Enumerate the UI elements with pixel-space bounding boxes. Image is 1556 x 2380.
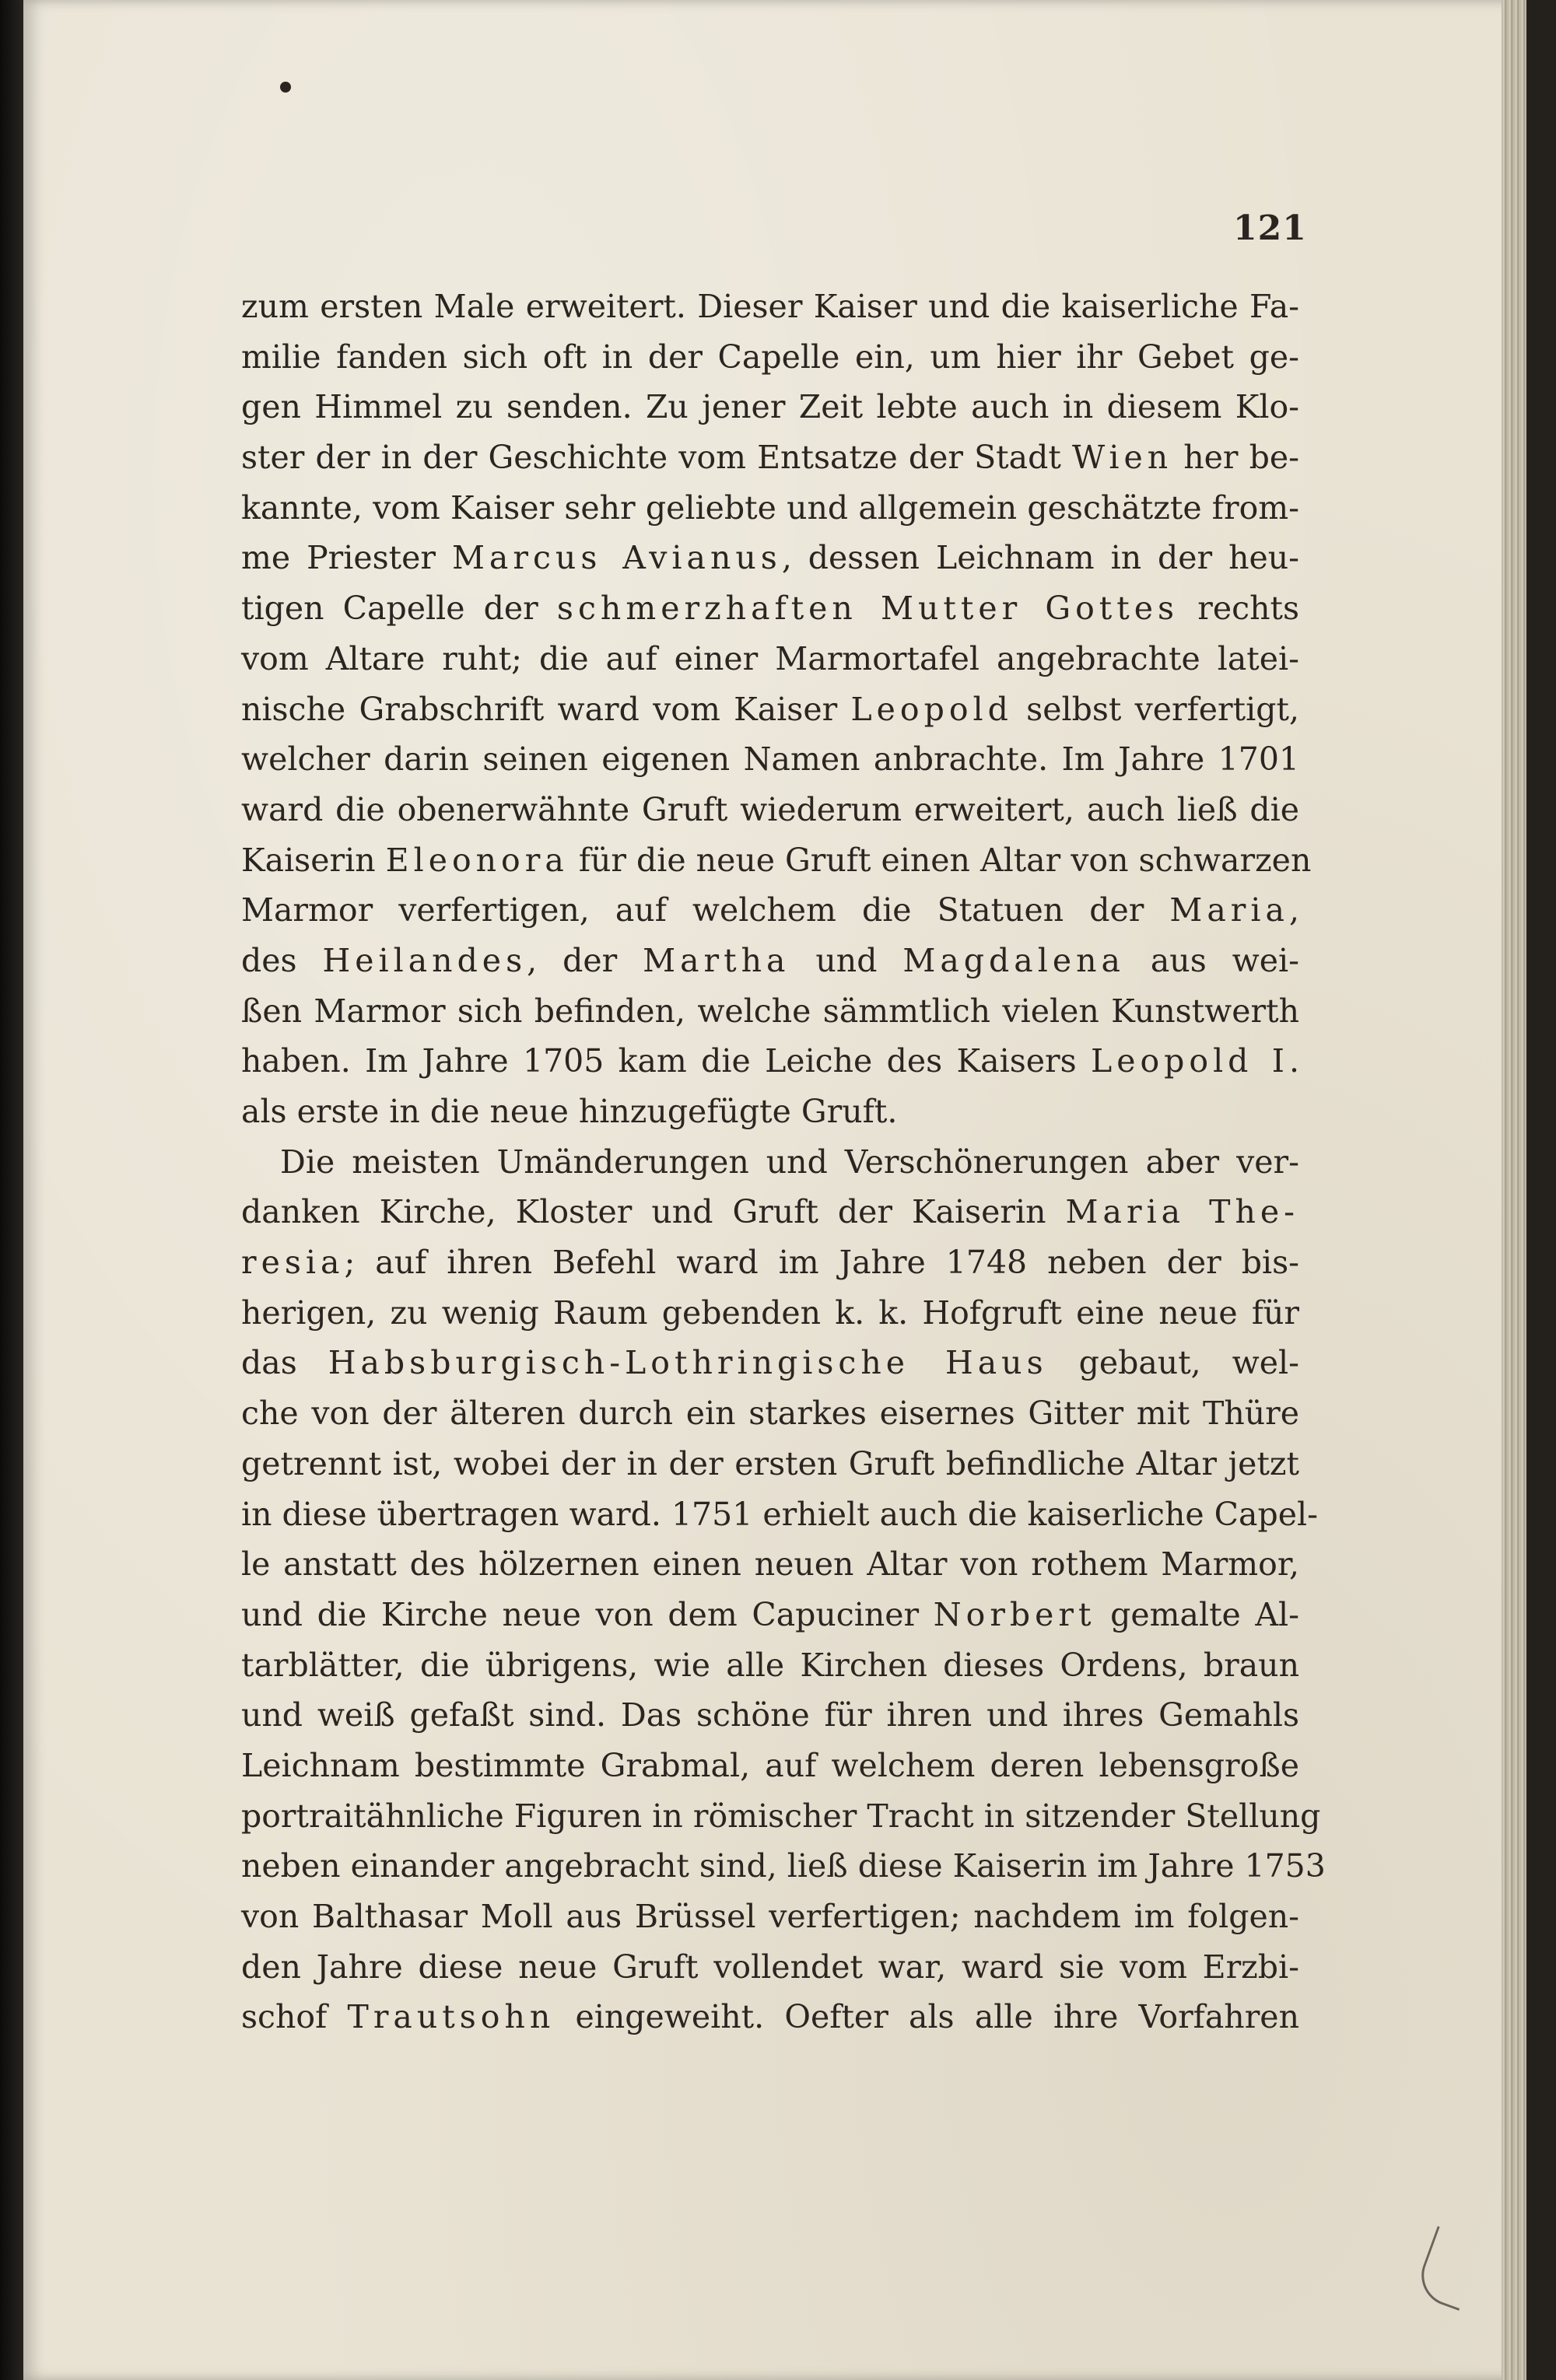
text-segment: des [241, 941, 323, 979]
text-line [241, 1539, 1299, 1590]
text-line [241, 1741, 1299, 1791]
text-segment: gebaut, wel- [1047, 1344, 1299, 1382]
page-number: 121 [1233, 208, 1307, 248]
text-line [241, 835, 1312, 886]
pencil-mark [1413, 2226, 1484, 2311]
emphasized-name: Leopold [850, 690, 1013, 728]
text-segment: nische Grabschrift ward vom Kaiser [241, 690, 851, 728]
text-line [241, 1187, 1299, 1237]
text-segment: herigen, zu wenig Raum gebenden k. k. Hofgruft eine neue für [241, 1293, 1299, 1332]
emphasized-name: Wien [1071, 439, 1173, 477]
text-segment: und die Kirche neue von dem Capuciner [241, 1595, 934, 1633]
text-line [241, 1338, 1299, 1388]
text-segment: haben. Im Jahre 1705 kam die Leiche des Kaisers [241, 1042, 1091, 1080]
text-line [241, 1640, 1299, 1691]
text-line [241, 1237, 1299, 1288]
emphasized-name: Magdalena [902, 941, 1125, 979]
emphasized-name: Maria [1169, 891, 1289, 929]
text-line [241, 1137, 1299, 1188]
text-segment: , der [527, 941, 643, 979]
text-line [241, 1388, 1299, 1439]
text-line [241, 332, 1299, 383]
text-line [241, 1892, 1299, 1942]
text-segment: tigen Capelle der [241, 590, 557, 628]
text-line [241, 1841, 1326, 1892]
text-segment: von Balthasar Moll aus Brüssel verfertigen; nachdem im folgen- [241, 1898, 1299, 1935]
emphasized-name: Heilandes [322, 941, 527, 979]
text-segment: rechts [1179, 590, 1299, 628]
text-line [241, 936, 1299, 986]
emphasized-name: Leopold I [1090, 1042, 1289, 1080]
text-segment: danken Kirche, Kloster und Gruft der Kaiserin [241, 1193, 1066, 1231]
text-segment: her be- [1172, 439, 1299, 477]
text-segment: . [1288, 1042, 1299, 1080]
book-page [23, 0, 1529, 2380]
body-text [241, 282, 1326, 2042]
text-segment: als erste in die neue hinzugefügte Gruft. [241, 1093, 898, 1130]
text-segment: eingeweiht. Oefter als alle ihre Vorfahren [555, 1998, 1299, 2036]
text-segment: ßen Marmor sich befinden, welche sämmtlich vielen Kunstwerth [241, 992, 1299, 1030]
text-segment: , [1288, 891, 1299, 929]
text-segment: portraitähnliche Figuren in römischer Tracht in sitzender Stellung [241, 1797, 1321, 1835]
text-line [241, 634, 1299, 684]
text-segment: getrennt ist, wobei der in der ersten Gruft befindliche Altar jetzt [241, 1444, 1299, 1482]
text-segment: me Priester [241, 539, 452, 577]
text-segment: selbst verfertigt, [1012, 690, 1299, 728]
text-line [241, 1942, 1299, 1993]
text-segment: , dessen Leichnam in der heu- [781, 539, 1300, 577]
text-segment: den Jahre diese neue Gruft vollendet war, ward sie vom Erzbi- [241, 1948, 1299, 1986]
text-segment: Kaiserin [241, 841, 386, 879]
text-line [241, 1036, 1299, 1087]
text-segment: das [241, 1344, 328, 1382]
text-segment: ward die obenerwähnte Gruft wiederum erweitert, auch ließ die [241, 790, 1299, 828]
text-line [241, 282, 1299, 332]
text-segment: in diese übertragen ward. 1751 erhielt auch die kaiserliche Capel- [241, 1495, 1318, 1533]
text-segment: Marmor verfertigen, auf welchem die Statuen der [241, 891, 1170, 929]
text-segment: vom Altare ruht; die auf einer Marmortafel angebrachte latei- [241, 639, 1299, 677]
text-segment: gemalte Al- [1095, 1595, 1300, 1633]
text-line [241, 1439, 1299, 1489]
print-speck [280, 82, 291, 93]
text-line [241, 382, 1299, 432]
text-line [241, 885, 1299, 936]
text-line [241, 785, 1299, 835]
text-segment: schof [241, 1998, 348, 2036]
text-line [241, 483, 1299, 534]
text-segment: welcher darin seinen eigenen Namen anbrachte. Im Jahre 1701 [241, 740, 1299, 779]
text-line [241, 1288, 1299, 1339]
emphasized-name: Trautsohn [347, 1998, 555, 2036]
text-line [241, 583, 1299, 634]
emphasized-name: Marcus Avianus [451, 539, 782, 577]
text-line [241, 432, 1299, 483]
text-line [241, 533, 1299, 583]
text-segment: Die meisten Umänderungen und Verschönerungen aber ver- [280, 1143, 1299, 1181]
emphasized-name: resia [241, 1244, 345, 1282]
emphasized-name: Norbert [933, 1595, 1096, 1633]
text-segment: Leichnam bestimmte Grabmal, auf welchem deren lebensgroße [241, 1746, 1299, 1784]
text-segment: zum ersten Male erweitert. Dieser Kaiser und die kaiserliche Fa- [241, 288, 1299, 325]
emphasized-name: Eleonora [385, 841, 569, 879]
text-line [241, 1690, 1299, 1741]
scan-border-right [1526, 0, 1556, 2380]
emphasized-name: Maria The- [1065, 1193, 1299, 1231]
text-segment: milie fanden sich oft in der Capelle ein, um hier ihr Gebet ge- [241, 338, 1299, 376]
text-line [241, 1489, 1318, 1540]
text-line [241, 1590, 1299, 1640]
text-segment: le anstatt des hölzernen einen neuen Altar von rothem Marmor, [241, 1545, 1299, 1584]
text-line [241, 1992, 1299, 2042]
text-line [241, 684, 1299, 735]
text-line [241, 986, 1299, 1037]
emphasized-name: schmerzhaften Mutter Gottes [556, 590, 1179, 628]
text-segment: und weiß gefaßt sind. Das schöne für ihren und ihres Gemahls [241, 1696, 1299, 1734]
emphasized-name: Martha [643, 941, 790, 979]
text-segment: ; auf ihren Befehl ward im Jahre 1748 neben der bis- [344, 1244, 1299, 1282]
binding-shadow [0, 0, 26, 2380]
text-line [241, 734, 1299, 785]
text-segment: ster der in der Geschichte vom Entsatze der Stadt [241, 439, 1072, 477]
emphasized-name: Habsburgisch-Lothringische Haus [328, 1344, 1048, 1382]
text-segment: tarblätter, die übrigens, wie alle Kirchen dieses Ordens, braun [241, 1646, 1299, 1684]
text-segment: che von der älteren durch ein starkes eisernes Gitter mit Thüre [241, 1395, 1299, 1433]
text-segment: gen Himmel zu senden. Zu jener Zeit lebte auch in diesem Klo- [241, 388, 1299, 426]
text-line [241, 1087, 1299, 1137]
text-segment: für die neue Gruft einen Altar von schwarzen [568, 841, 1312, 879]
text-segment: neben einander angebracht sind, ließ diese Kaiserin im Jahre 1753 [241, 1847, 1326, 1885]
text-line [241, 1791, 1321, 1842]
text-segment: kannte, vom Kaiser sehr geliebte und allgemein geschätzte from- [241, 488, 1299, 527]
text-segment: und [790, 941, 903, 979]
text-segment: aus wei- [1124, 941, 1299, 979]
